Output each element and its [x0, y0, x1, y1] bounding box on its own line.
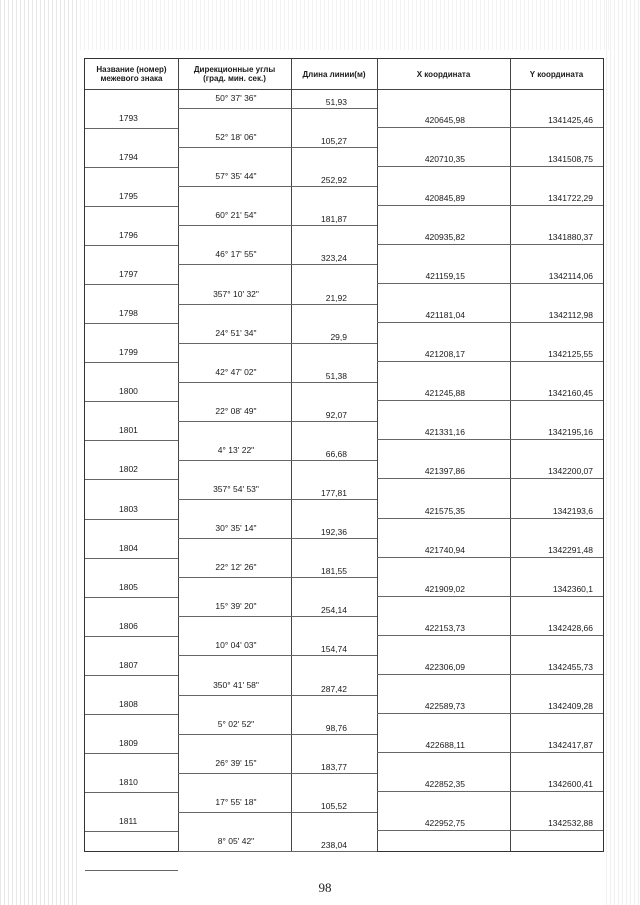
row-divider [377, 557, 603, 558]
point-y: 1341880,37 [548, 231, 593, 242]
segment-angle: 357° 10' 32" [213, 288, 259, 299]
point-name: 1796 [119, 229, 138, 240]
point-y: 1342417,87 [548, 740, 593, 751]
point-x: 421245,88 [424, 388, 465, 399]
point-y: 1342291,48 [548, 544, 593, 555]
row-divider [377, 713, 603, 714]
segment-length: 181,87 [321, 214, 347, 225]
point-x: 420935,82 [424, 231, 465, 242]
point-x: 422852,35 [424, 779, 465, 790]
row-divider [377, 244, 603, 245]
point-y: 1341508,75 [548, 153, 593, 164]
row-divider [178, 812, 377, 813]
row-divider [85, 753, 178, 754]
row-divider [85, 206, 178, 207]
segment-angle: 22° 08' 49" [215, 405, 257, 416]
segment-angle: 26° 39' 15" [215, 757, 257, 768]
row-divider [178, 460, 377, 461]
row-divider [85, 675, 178, 676]
row-divider [85, 245, 178, 246]
point-name: 1802 [119, 464, 138, 475]
segment-length: 92,07 [325, 409, 347, 420]
row-divider [377, 830, 603, 831]
segment-angle: 22° 12' 26" [215, 562, 257, 573]
row-divider [178, 225, 377, 226]
coordinates-table [84, 58, 604, 852]
segment-angle: 5° 02' 52" [217, 718, 255, 729]
row-divider [377, 518, 603, 519]
point-name: 1801 [119, 425, 138, 436]
point-x: 422306,09 [424, 661, 465, 672]
point-y: 1342193,6 [552, 505, 593, 516]
point-name: 1807 [119, 659, 138, 670]
row-divider [178, 382, 377, 383]
row-divider [85, 362, 178, 363]
segment-angle: 357° 54' 53" [213, 484, 259, 494]
point-name: 1806 [119, 620, 138, 631]
point-y: 1342200,07 [548, 466, 593, 477]
point-x: 421575,35 [424, 505, 465, 516]
point-x: 421208,17 [424, 349, 465, 360]
point-name: 1793 [119, 112, 138, 123]
row-divider [377, 127, 603, 128]
segment-length: 252,92 [321, 175, 347, 186]
point-y: 1341425,46 [548, 114, 593, 125]
segment-angle: 350° 41' 58" [213, 679, 259, 690]
point-x: 422688,11 [425, 740, 465, 751]
column-divider [178, 59, 179, 851]
segment-angle: 15° 39' 20" [215, 601, 257, 612]
segment-angle: 42° 47' 02" [215, 366, 257, 377]
row-divider [178, 147, 377, 148]
segment-angle: 10° 04' 03" [215, 640, 257, 651]
segment-length: 154,74 [321, 644, 347, 655]
row-divider [85, 323, 178, 324]
segment-length: 98,76 [325, 722, 347, 733]
point-y: 1342112,98 [548, 310, 593, 321]
point-y: 1342160,45 [548, 388, 593, 399]
segment-length: 183,77 [321, 761, 347, 772]
segment-length: 105,52 [321, 800, 347, 811]
row-divider [178, 616, 377, 617]
point-x: 422589,73 [424, 701, 465, 712]
header-name: Название (номер) межевого знака [96, 65, 167, 83]
row-divider [178, 734, 377, 735]
point-x: 421331,16 [424, 427, 465, 438]
row-divider [178, 695, 377, 696]
point-name: 1809 [119, 738, 138, 749]
point-name: 1795 [119, 190, 138, 201]
point-name: 1808 [119, 699, 138, 710]
segment-length: 51,38 [325, 370, 347, 381]
segment-length: 254,14 [321, 605, 347, 616]
point-y: 1342455,73 [548, 661, 593, 672]
point-name: 1794 [119, 151, 138, 162]
header-x: X координата [416, 69, 471, 79]
point-x: 420845,89 [424, 192, 465, 203]
header-angle: Дирекционные углы (град. мин. сек.) [193, 65, 276, 83]
row-divider [85, 792, 178, 793]
row-divider [377, 361, 603, 362]
segment-angle: 46° 17' 55" [215, 249, 257, 260]
row-divider [85, 636, 178, 637]
scan-noise-top [80, 0, 610, 50]
scan-noise-right [606, 0, 640, 905]
point-name: 1797 [119, 268, 138, 279]
row-divider [377, 166, 603, 167]
point-y: 1342600,41 [548, 779, 593, 790]
row-divider [377, 752, 603, 753]
segment-length: 21,92 [325, 292, 347, 303]
header-length: Длина линии(м) [302, 69, 366, 79]
point-x: 420645,98 [424, 114, 465, 125]
row-divider [85, 167, 178, 168]
point-x: 422153,73 [424, 622, 465, 633]
row-divider [377, 205, 603, 206]
point-x: 421397,86 [424, 466, 465, 477]
row-divider [178, 186, 377, 187]
row-divider [85, 519, 178, 520]
point-x: 421159,15 [425, 270, 465, 281]
point-y: 1342125,55 [548, 349, 593, 360]
row-divider [85, 479, 178, 480]
segment-length: 66,68 [325, 448, 347, 459]
point-y: 1342195,16 [548, 427, 593, 438]
segment-angle: 60° 21' 54" [215, 210, 257, 221]
row-divider [377, 596, 603, 597]
segment-angle: 50° 37' 36" [215, 93, 257, 103]
point-y: 1341722,29 [548, 192, 593, 203]
row-divider [85, 128, 178, 129]
header-divider [85, 89, 603, 90]
segment-length: 238,04 [321, 839, 347, 850]
point-name: 1800 [119, 386, 138, 397]
row-divider [178, 499, 377, 500]
page-number: 98 [318, 880, 332, 895]
column-divider [510, 59, 511, 851]
point-x: 422952,75 [424, 818, 465, 829]
segment-length: 29,9 [330, 331, 347, 342]
point-x: 421909,02 [424, 583, 465, 594]
segment-angle: 17° 55' 18" [215, 796, 257, 807]
point-y: 1342532,88 [548, 818, 593, 829]
row-divider [85, 284, 178, 285]
row-divider [377, 322, 603, 323]
point-name: 1804 [119, 542, 138, 553]
point-y: 1342409,28 [548, 701, 593, 712]
point-y: 1342114,06 [548, 270, 593, 281]
segment-angle: 52° 18' 06" [215, 132, 257, 143]
point-y: 1342428,66 [548, 622, 593, 633]
row-divider [178, 343, 377, 344]
row-divider [178, 421, 377, 422]
segment-angle: 4° 13' 22" [217, 444, 255, 455]
row-divider [377, 283, 603, 284]
row-divider [85, 401, 178, 402]
row-divider [178, 108, 377, 109]
row-divider [377, 635, 603, 636]
point-name: 1810 [119, 777, 138, 788]
row-divider [85, 714, 178, 715]
segment-length: 105,27 [321, 136, 347, 147]
row-divider [85, 558, 178, 559]
row-divider [377, 478, 603, 479]
row-divider [377, 791, 603, 792]
row-divider [85, 440, 178, 441]
segment-length: 323,24 [321, 253, 347, 264]
segment-length: 287,42 [321, 683, 347, 694]
point-name: 1805 [119, 581, 138, 592]
row-divider [178, 577, 377, 578]
row-divider [178, 304, 377, 305]
point-name: 1798 [119, 308, 138, 319]
row-divider [178, 538, 377, 539]
point-x: 421181,04 [425, 310, 465, 321]
point-y: 1342360,1 [552, 583, 593, 594]
segment-angle: 30° 35' 14" [215, 523, 257, 534]
point-name: 1811 [119, 816, 138, 827]
scan-noise-left [0, 0, 80, 905]
point-name: 1803 [119, 503, 138, 514]
column-divider [291, 59, 292, 851]
row-divider [377, 674, 603, 675]
segment-length: 181,55 [321, 566, 347, 577]
row-divider [85, 597, 178, 598]
segment-length: 192,36 [321, 527, 347, 538]
row-divider [377, 439, 603, 440]
row-divider [178, 655, 377, 656]
row-divider [178, 851, 377, 852]
row-divider [377, 400, 603, 401]
point-x: 421740,94 [424, 544, 465, 555]
column-divider [377, 59, 378, 851]
segment-angle: 24° 51' 34" [215, 327, 257, 338]
row-divider [178, 264, 377, 265]
header-y: Y координата [529, 69, 584, 79]
segment-length: 177,81 [321, 488, 347, 498]
row-divider [178, 773, 377, 774]
segment-angle: 57° 35' 44" [215, 171, 257, 182]
segment-length: 51,93 [325, 97, 347, 107]
row-divider [85, 870, 178, 871]
segment-angle: 8° 05' 42" [217, 835, 255, 846]
row-divider [85, 831, 178, 832]
point-name: 1799 [119, 347, 138, 358]
point-x: 420710,35 [424, 153, 465, 164]
